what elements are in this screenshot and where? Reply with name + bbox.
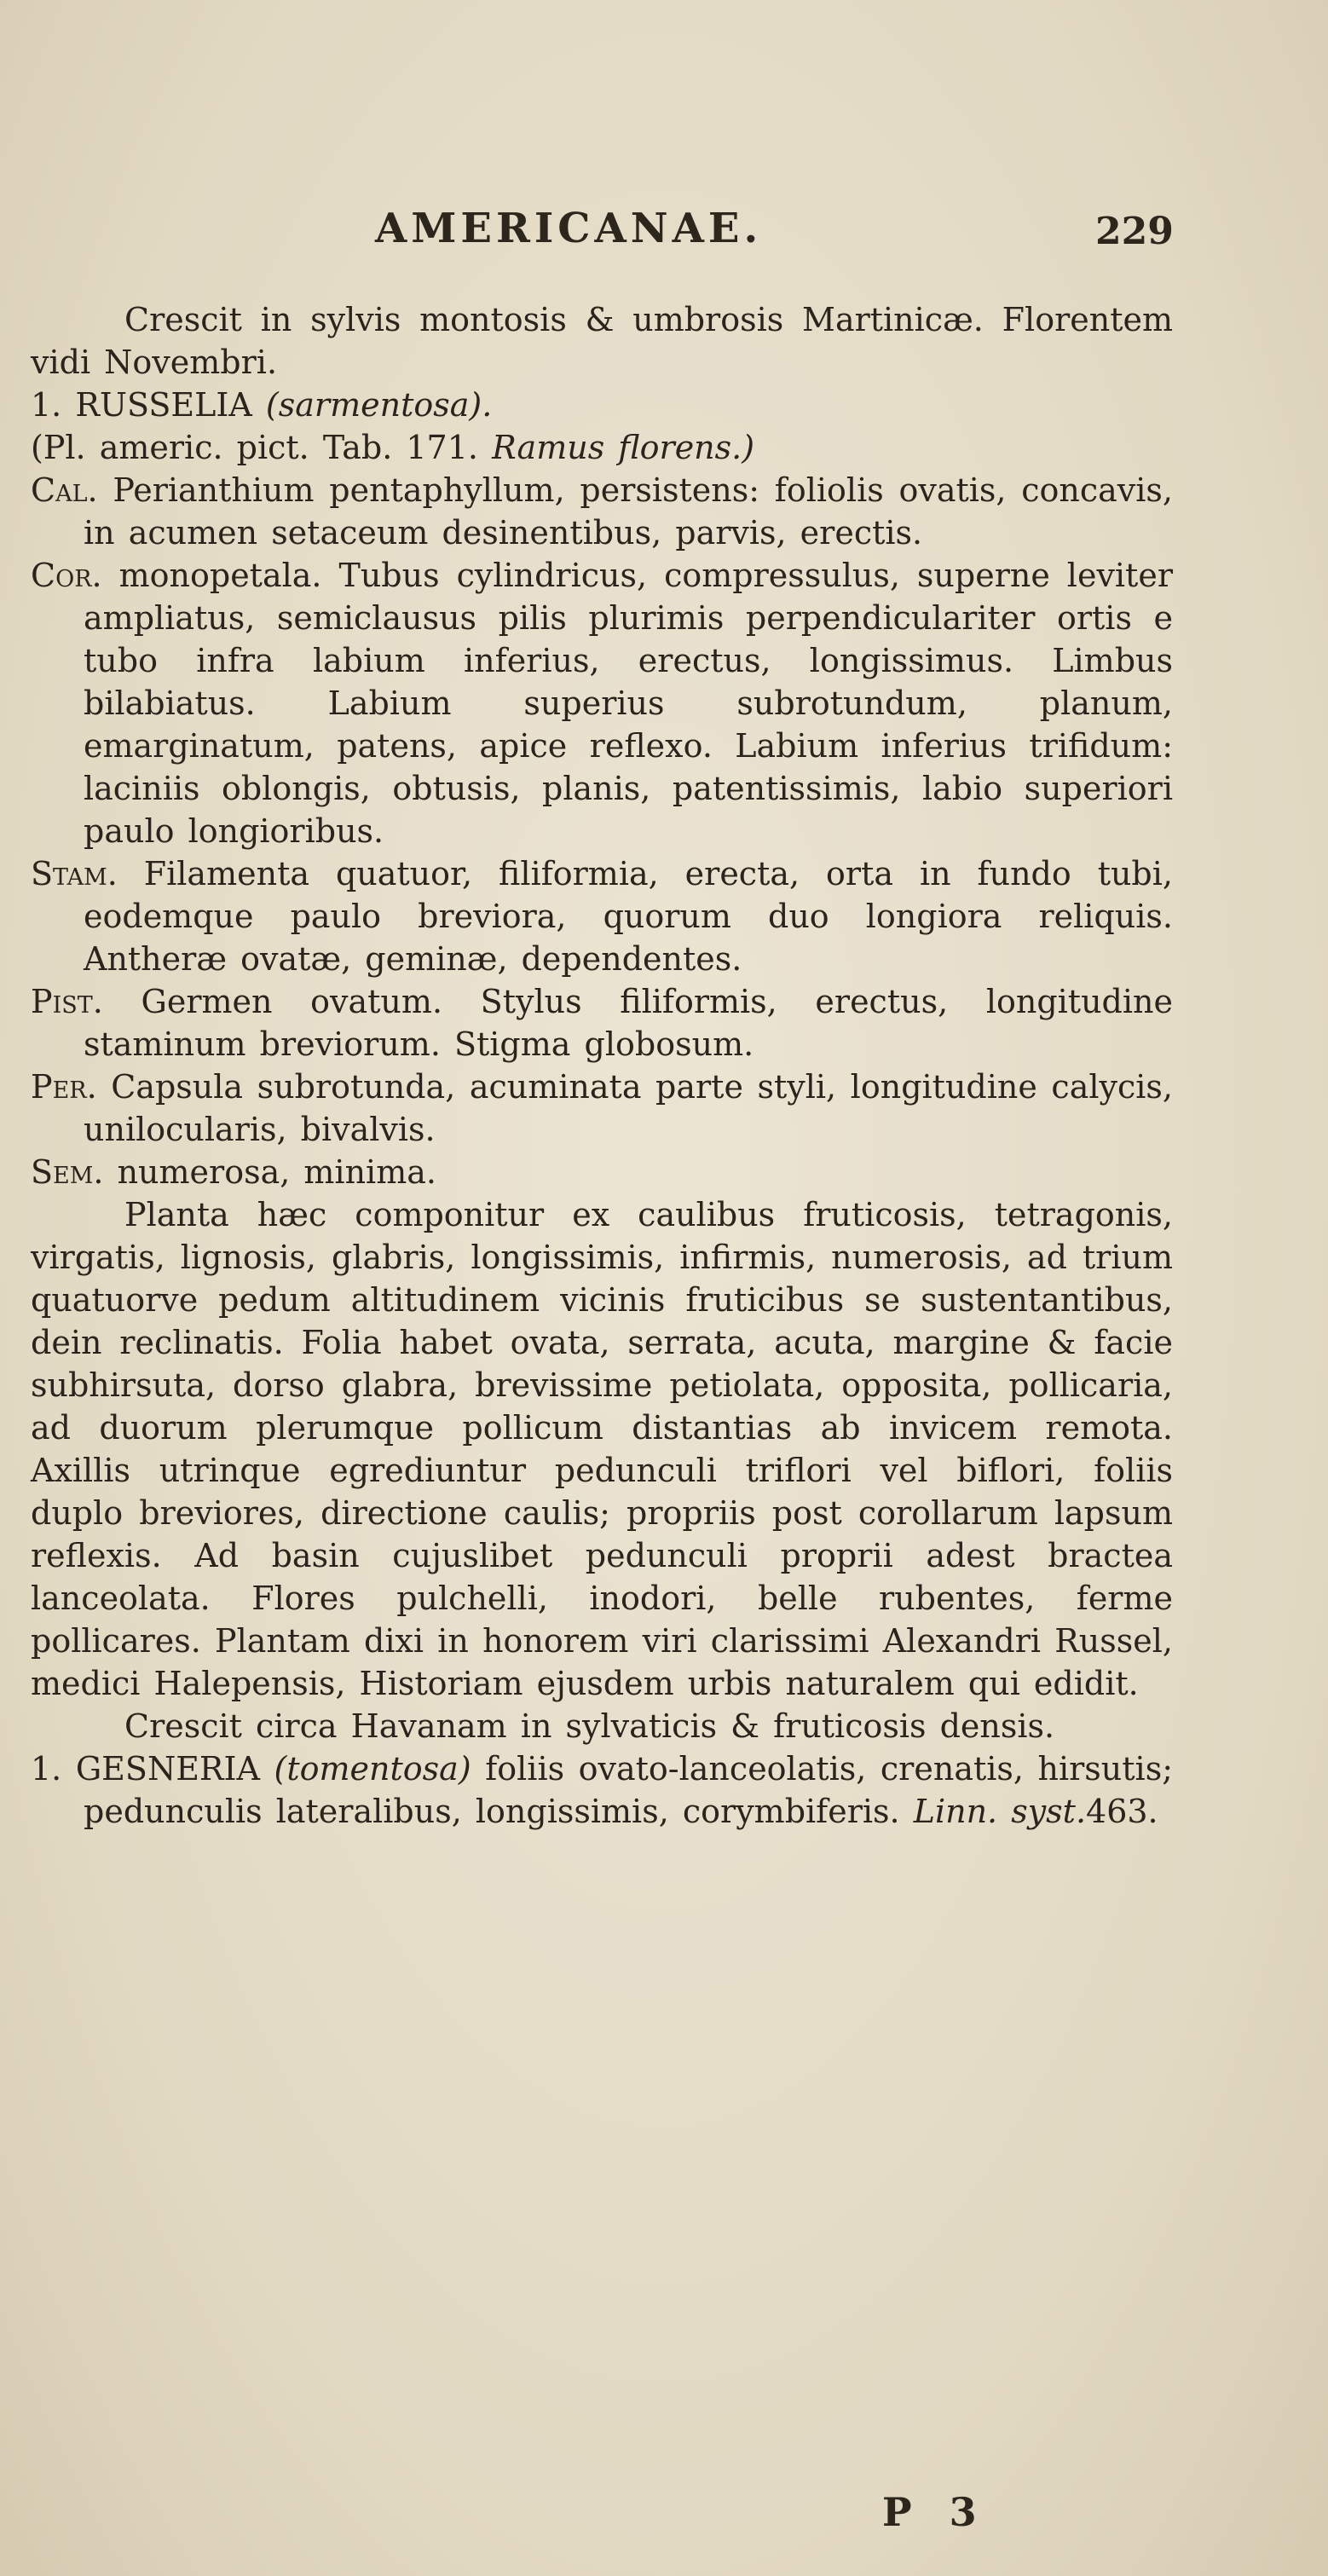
corolla-text: monopetala. Tubus cylindricus, compressulus, superne leviter ampliatus, semiclausus pilis plurimis perpendiculariter ortis e tubo infra labium inferius, erectus, longissimus. Limbus bilabiatus. Labium superius subrotundum, planum, emarginatum, patens, apice reflexo. Labium inferius trifidum: laciniis oblongis, obtusis, planis, patentissimis, labio superiori paulo longioribus.: [84, 557, 1173, 850]
linnaeus-reference-number: 463.: [1086, 1793, 1158, 1830]
calyx-text: Perianthium pentaphyllum, persistens: foliolis ovatis, concavis, in acumen setaceum desinentibus, parvis, erectis.: [84, 471, 1173, 552]
genus-name: RUSSELIA: [75, 386, 252, 424]
calyx-label: Cal.: [31, 471, 98, 509]
seeds-text: numerosa, minima.: [117, 1153, 436, 1191]
entry-number: 1.: [31, 1750, 62, 1788]
description-calyx: [31, 469, 1173, 554]
page-header: [0, 205, 1328, 264]
description-pistil: [31, 980, 1173, 1066]
species-name: (tomentosa): [274, 1750, 471, 1788]
plate-reference: [31, 426, 1173, 469]
paragraph-crescit-havana: Crescit circa Havanam in sylvaticis & fruticosis densis.: [124, 1707, 1055, 1745]
seeds-label: Sem.: [31, 1153, 104, 1191]
pistil-label: Pist.: [31, 983, 103, 1020]
stamens-text: Filamenta quatuor, filiformia, erecta, orta in fundo tubi, eodemque paulo breviora, quorum duo longiora reliquis. Antheræ ovatæ, geminæ, dependentes.: [84, 855, 1173, 978]
genus-name: GESNERIA: [75, 1750, 260, 1788]
pericarp-text: Capsula subrotunda, acuminata parte styli, longitudine calycis, unilocularis, bivalvis.: [84, 1068, 1173, 1148]
running-title: AMERICANAE.: [375, 205, 763, 252]
description-corolla: [31, 554, 1173, 852]
entry-number: 1.: [31, 386, 62, 424]
linnaeus-reference: Linn. syst.: [913, 1793, 1087, 1830]
species-name: (sarmentosa).: [265, 386, 493, 424]
pericarp-label: Per.: [31, 1068, 97, 1106]
page-body: [31, 298, 1173, 1833]
russelia-heading: [31, 384, 1173, 426]
gesneria-diagnosis: foliis ovato-lanceolatis, crenatis, hirsutis; pedunculis lateralibus, longissimis, corymbiferis.: [84, 1750, 1173, 1830]
paragraph-crescit-martinica: Crescit in sylvis montosis & umbrosis Martinicæ. Florentem vidi Novembri.: [31, 301, 1173, 381]
gesneria-entry: [31, 1747, 1173, 1833]
signature-mark: P 3: [882, 2489, 989, 2535]
corolla-label: Cor.: [31, 557, 102, 594]
description-stamens: [31, 852, 1173, 980]
pistil-text: Germen ovatum. Stylus filiformis, erectus, longitudine staminum breviorum. Stigma globosum.: [84, 983, 1173, 1063]
page-number: 229: [1095, 210, 1174, 253]
description-seeds: [31, 1151, 1173, 1193]
paragraph-planta: Planta hæc componitur ex caulibus fruticosis, tetragonis, virgatis, lignosis, glabris, longissimis, infirmis, numerosis, ad trium quatuorve pedum altitudinem vicinis fruticibus se sustentantibus, dein reclinatis. Folia habet ovata, serrata, acuta, margine & facie subhirsuta, dorso glabra, brevissime petiolata, opposita, pollicaria, ad duorum plerumque pollicum distantias ab invicem remota. Axillis utrinque egrediuntur pedunculi triflori vel biflori, foliis duplo breviores, directione caulis; propriis post corollarum lapsum reflexis. Ad basin cujuslibet pedunculi proprii adest bractea lanceolata. Flores pulchelli, inodori, belle rubentes, ferme pollicares. Plantam dixi in honorem viri clarissimi Alexandri Russel, medici Halepensis, Historiam ejusdem urbis naturalem qui edidit.: [31, 1196, 1173, 1702]
plate-reference-text: (Pl. americ. pict. Tab. 171.: [31, 429, 478, 466]
plate-reference-caption: Ramus florens.): [492, 429, 755, 466]
stamens-label: Stam.: [31, 855, 118, 892]
description-pericarp: [31, 1066, 1173, 1151]
